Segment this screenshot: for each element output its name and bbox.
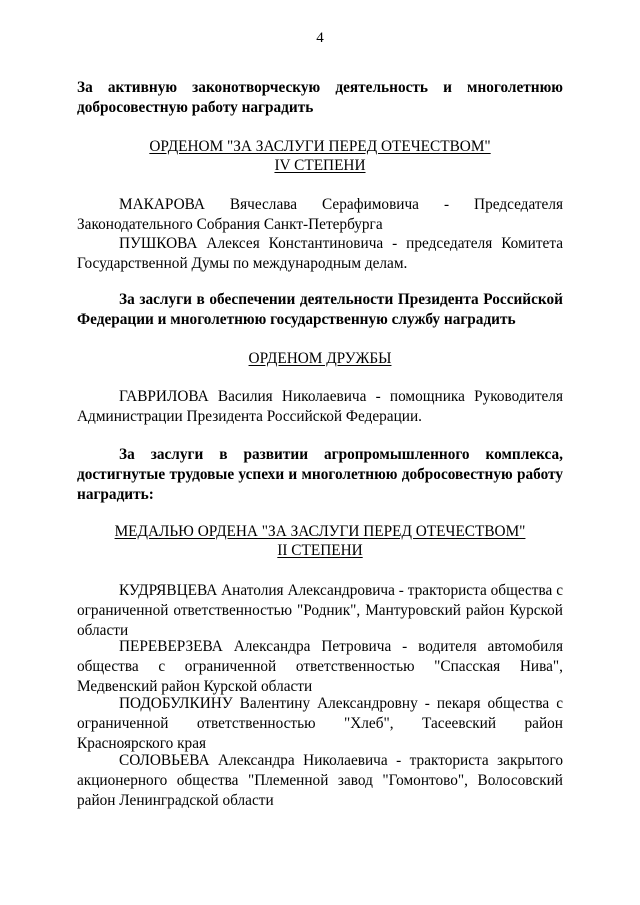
section-3-award-title [0, 522, 640, 542]
section-1-intro: За активную законотворческую деятельность и многолетнюю добросовестную работу наградить [77, 79, 563, 116]
section-1-person-1: МАКАРОВА Вячеслава Серафимовича - Председателя Законодательного Собрания Санкт-Петербурга [77, 196, 563, 233]
section-1-award-degree [0, 156, 640, 176]
section-1-person-2: ПУШКОВА Алексея Константиновича - председателя Комитета Государственной Думы по международным делам. [77, 235, 563, 272]
section-1-award-line1: ОРДЕНОМ "ЗА ЗАСЛУГИ ПЕРЕД ОТЕЧЕСТВОМ" [149, 138, 491, 155]
section-3-person-1: КУДРЯВЦЕВА Анатолия Александровича - тракториста общества с ограниченной ответственностью "Родник", Мантуровский район Курской области [77, 582, 563, 639]
section-2-award-title [0, 349, 640, 369]
section-3-award-degree [0, 541, 640, 561]
section-2-award-line1: ОРДЕНОМ ДРУЖБЫ [248, 350, 392, 367]
section-1-award-line2: IV СТЕПЕНИ [274, 157, 366, 174]
section-3-award-line2: II СТЕПЕНИ [277, 542, 363, 559]
section-3-person-4: СОЛОВЬЕВА Александра Николаевича - тракториста закрытого акционерного общества "Племенной завод "Гомонтово", Волосовский район Ленинградской области [77, 752, 563, 809]
section-3-intro: За заслуги в развитии агропромышленного комплекса, достигнутые трудовые успехи и многолетнюю добросовестную работу наградить: [77, 446, 563, 503]
section-2-person-1: ГАВРИЛОВА Василия Николаевича - помощника Руководителя Администрации Президента Российской Федерации. [77, 388, 563, 425]
section-1-award-title [0, 137, 640, 157]
section-3-person-3: ПОДОБУЛКИНУ Валентину Александровну - пекаря общества с ограниченной ответственностью "Хлеб", Тасеевский район Красноярского края [77, 695, 563, 752]
page-number: 4 [316, 30, 324, 46]
section-3-award-line1: МЕДАЛЬЮ ОРДЕНА "ЗА ЗАСЛУГИ ПЕРЕД ОТЕЧЕСТВОМ" [114, 523, 526, 540]
section-2-intro: За заслуги в обеспечении деятельности Президента Российской Федерации и многолетнюю государственную службу наградить [77, 291, 563, 328]
section-3-person-2: ПЕРЕВЕРЗЕВА Александра Петровича - водителя автомобиля общества с ограниченной ответственностью "Спасская Нива", Медвенский район Курской области [77, 638, 563, 695]
